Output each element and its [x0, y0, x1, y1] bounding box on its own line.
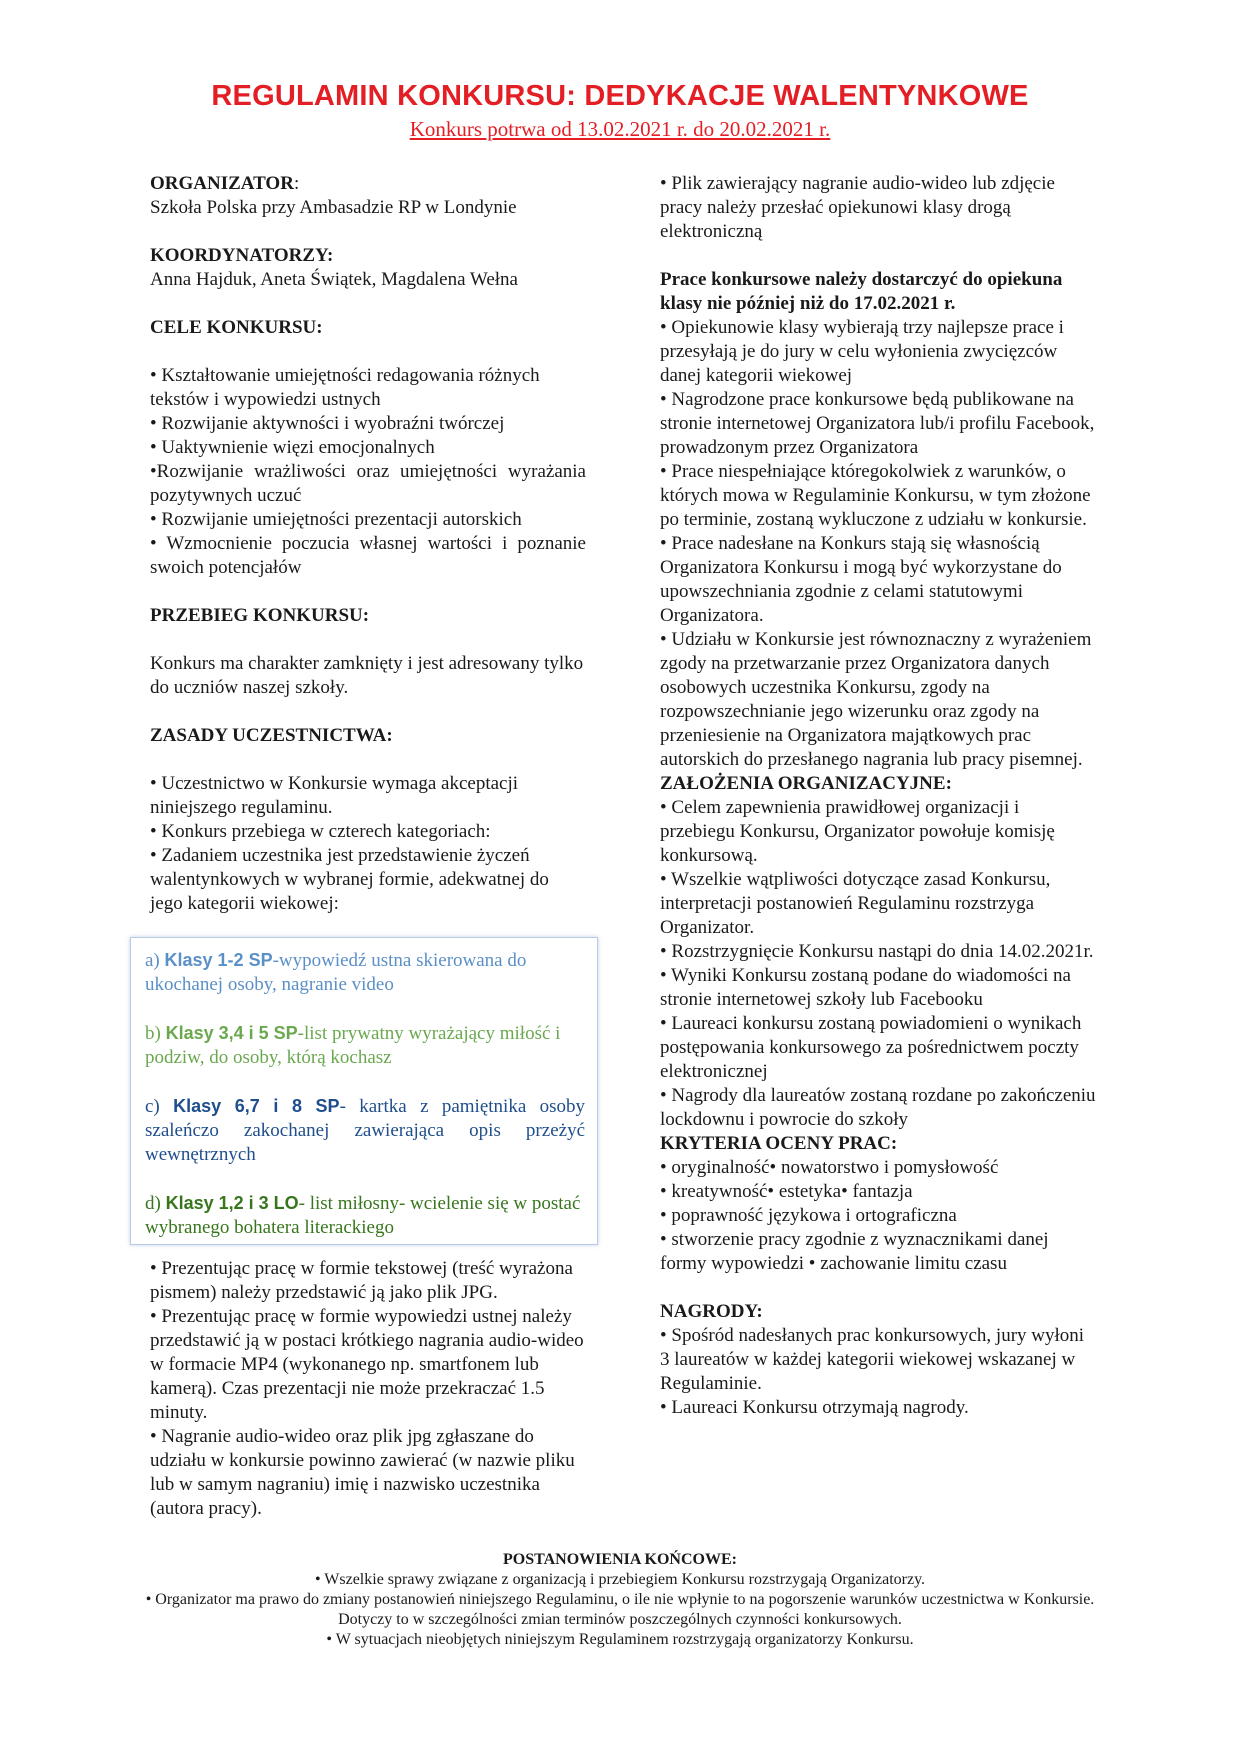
organizer-section — [150, 172, 586, 196]
goals-heading: CELE KONKURSU: — [150, 317, 323, 338]
final-item: • Organizator ma prawo do zmiany postanowień niniejszego Regulaminu, o ile nie wpłynie to na pogorszenie warunków uczestnictwa w Konkursie. Dotyczy to w szczególności zmian terminów poszczególnych czynności konkursowych. — [145, 1591, 1095, 1628]
coordinators-heading: KOORDYNATORZY: — [150, 245, 334, 266]
participation-item: • Prezentując pracę w formie tekstowej (treść wyrażona pismem) należy przedstawić ją jako plik JPG. — [150, 1258, 573, 1303]
rule-item: • Nagrodzone prace konkursowe będą publikowane na stronie internetowej Organizatora lub/i profilu Facebook, prowadzonym przez Organizatora — [660, 389, 1095, 458]
course-heading: PRZEBIEG KONKURSU: — [150, 605, 370, 626]
criteria-item: • oryginalność• nowatorstwo i pomysłowość — [660, 1157, 999, 1178]
participation-heading: ZASADY UCZESTNICTWA: — [150, 725, 393, 746]
left-column — [150, 172, 586, 916]
category-prefix: a) — [145, 950, 165, 971]
final-item: • W sytuacjach nieobjętych niniejszym Regulaminem rozstrzygają organizatorzy Konkursu. — [326, 1631, 914, 1648]
organizational-item: • Celem zapewnienia prawidłowej organizacji i przebiegu Konkursu, Organizator powołuje komisję konkursową. — [660, 797, 1055, 866]
rule-item: • Prace niespełniające któregokolwiek z warunków, o których mowa w Regulaminie Konkursu, w tym złożone po terminie, zostaną wykluczone z udziału w konkursie. — [660, 461, 1091, 530]
organizational-heading: ZAŁOŻENIA ORGANIZACYJNE: — [660, 773, 952, 794]
criteria-item: • poprawność językowa i ortograficzna — [660, 1205, 957, 1226]
criteria-item: • kreatywność• estetyka• fantazja — [660, 1181, 913, 1202]
category-name: Klasy 1,2 i 3 LO — [165, 1193, 299, 1213]
category-prefix: d) — [145, 1193, 166, 1214]
category-desc: -list prywatny wyrażający miłość i podziw, do osoby, którą kochasz — [145, 1023, 561, 1068]
category-name: Klasy 3,4 i 5 SP — [165, 1023, 298, 1043]
goal-item: • Rozwijanie aktywności i wyobraźni twórczej — [150, 413, 505, 434]
category-c — [145, 1094, 585, 1167]
rule-item: • Opiekunowie klasy wybierają trzy najlepsze prace i przesyłają je do jury w celu wyłonienia zwycięzców danej kategorii wiekowej — [660, 317, 1064, 386]
organizational-item: • Laureaci konkursu zostaną powiadomieni o wynikach postępowania konkursowego za pośrednictwem poczty elektronicznej — [660, 1013, 1082, 1082]
rule-item: • Udziału w Konkursie jest równoznaczny z wyrażeniem zgody na przetwarzanie przez Organizatora danych osobowych uczestnika Konkursu, zgody na rozpowszechnianie jego wizerunku oraz zgody na przeniesienie na Organizatora majątkowych prac autorskich do przesłanego nagrania lub pracy pisemnej. — [660, 629, 1092, 770]
category-d — [145, 1191, 585, 1240]
participation-item: • Uczestnictwo w Konkursie wymaga akceptacji niniejszego regulaminu. — [150, 773, 519, 818]
category-desc: - list miłosny- wcielenie się w postać wybranego bohatera literackiego — [145, 1193, 581, 1238]
organizer-value: Szkoła Polska przy Ambasadzie RP w Londynie — [150, 197, 517, 218]
goal-item: •Rozwijanie wrażliwości oraz umiejętności wyrażania pozytywnych uczuć — [150, 461, 586, 506]
participation-item: • Prezentując pracę w formie wypowiedzi ustnej należy przedstawić ją w postaci krótkiego nagrania audio-wideo w formacie MP4 (wykonanego np. smartfonem lub kamerą). Czas prezentacji nie może przekraczać 1.5 minuty. — [150, 1306, 584, 1423]
contest-dates: Konkurs potrwa od 13.02.2021 r. do 20.02.2021 r. — [409, 117, 831, 141]
category-a — [145, 948, 585, 997]
categories-list — [145, 948, 585, 1240]
organizer-colon: : — [293, 173, 300, 194]
participation-item: • Zadaniem uczestnika jest przedstawienie życzeń walentynkowych w wybranej formie, adekwatnej do jego kategorii wiekowej: — [150, 845, 549, 914]
category-name: Klasy 1-2 SP — [164, 950, 273, 970]
goal-item: • Rozwijanie umiejętności prezentacji autorskich — [150, 509, 522, 530]
category-prefix: b) — [145, 1023, 166, 1044]
goal-item: • Wzmocnienie poczucia własnej wartości i poznanie swoich potencjałów — [150, 533, 586, 578]
category-b — [145, 1021, 585, 1070]
prizes-heading: NAGRODY: — [660, 1301, 763, 1322]
goal-item: • Kształtowanie umiejętności redagowania różnych tekstów i wypowiedzi ustnych — [150, 365, 540, 410]
final-heading: POSTANOWIENIA KOŃCOWE: — [503, 1551, 737, 1568]
organizational-item: • Wszelkie wątpliwości dotyczące zasad Konkursu, interpretacji postanowień Regulaminu rozstrzyga Organizator. — [660, 869, 1051, 938]
prize-item: • Spośród nadesłanych prac konkursowych, jury wyłoni 3 laureatów w każdej kategorii wiekowej wskazanej w Regulaminie. — [660, 1325, 1085, 1394]
final-provisions — [120, 1550, 1120, 1650]
organizer-heading: ORGANIZATOR — [150, 173, 294, 194]
organizational-item: • Rozstrzygnięcie Konkursu nastąpi do dnia 14.02.2021r. — [660, 941, 1094, 962]
right-column — [660, 172, 1096, 1420]
participation-item: • Konkurs przebiega w czterech kategoriach: — [150, 821, 491, 842]
left-column-bottom — [150, 1257, 586, 1521]
coordinators-value: Anna Hajduk, Aneta Świątek, Magdalena Wełna — [150, 269, 518, 290]
criteria-item: • stworzenie pracy zgodnie z wyznacznikami danej formy wypowiedzi • zachowanie limitu czasu — [660, 1229, 1049, 1274]
organizational-item: • Nagrody dla laureatów zostaną rozdane po zakończeniu lockdownu i powrocie do szkoły — [660, 1085, 1096, 1130]
category-name: Klasy 6,7 i 8 SP — [173, 1096, 340, 1116]
course-text: Konkurs ma charakter zamknięty i jest adresowany tylko do uczniów naszej szkoły. — [150, 653, 584, 698]
category-desc: - kartka z pamiętnika osoby szaleńczo zakochanej zawierająca opis przeżyć wewnętrznych — [145, 1096, 585, 1165]
deadline-notice: Prace konkursowe należy dostarczyć do opiekuna klasy nie później niż do 17.02.2021 r. — [660, 269, 1063, 314]
category-desc: -wypowiedź ustna skierowana do ukochanej osoby, nagranie video — [145, 950, 527, 995]
goal-item: • Uaktywnienie więzi emocjonalnych — [150, 437, 435, 458]
category-prefix: c) — [145, 1096, 174, 1117]
criteria-heading: KRYTERIA OCENY PRAC: — [660, 1133, 898, 1154]
rule-item: • Prace nadesłane na Konkurs stają się własnością Organizatora Konkursu i mogą być wykorzystane do upowszechniania zgodnie z celami statutowymi Organizatora. — [660, 533, 1062, 626]
organizational-item: • Wyniki Konkursu zostaną podane do wiadomości na stronie internetowej szkoły lub Facebooku — [660, 965, 1071, 1010]
prize-item: • Laureaci Konkursu otrzymają nagrody. — [660, 1397, 969, 1418]
file-item: • Plik zawierający nagranie audio-wideo lub zdjęcie pracy należy przesłać opiekunowi klasy drogą elektroniczną — [660, 173, 1055, 242]
participation-item: • Nagranie audio-wideo oraz plik jpg zgłaszane do udziału w konkursie powinno zawierać (w nazwie pliku lub w samym nagraniu) imię i nazwisko uczestnika (autora pracy). — [150, 1426, 575, 1519]
document-title: REGULAMIN KONKURSU: DEDYKACJE WALENTYNKOWE — [211, 80, 1029, 112]
final-item: • Wszelkie sprawy związane z organizacją i przebiegiem Konkursu rozstrzygają Organizatorzy. — [314, 1571, 926, 1588]
